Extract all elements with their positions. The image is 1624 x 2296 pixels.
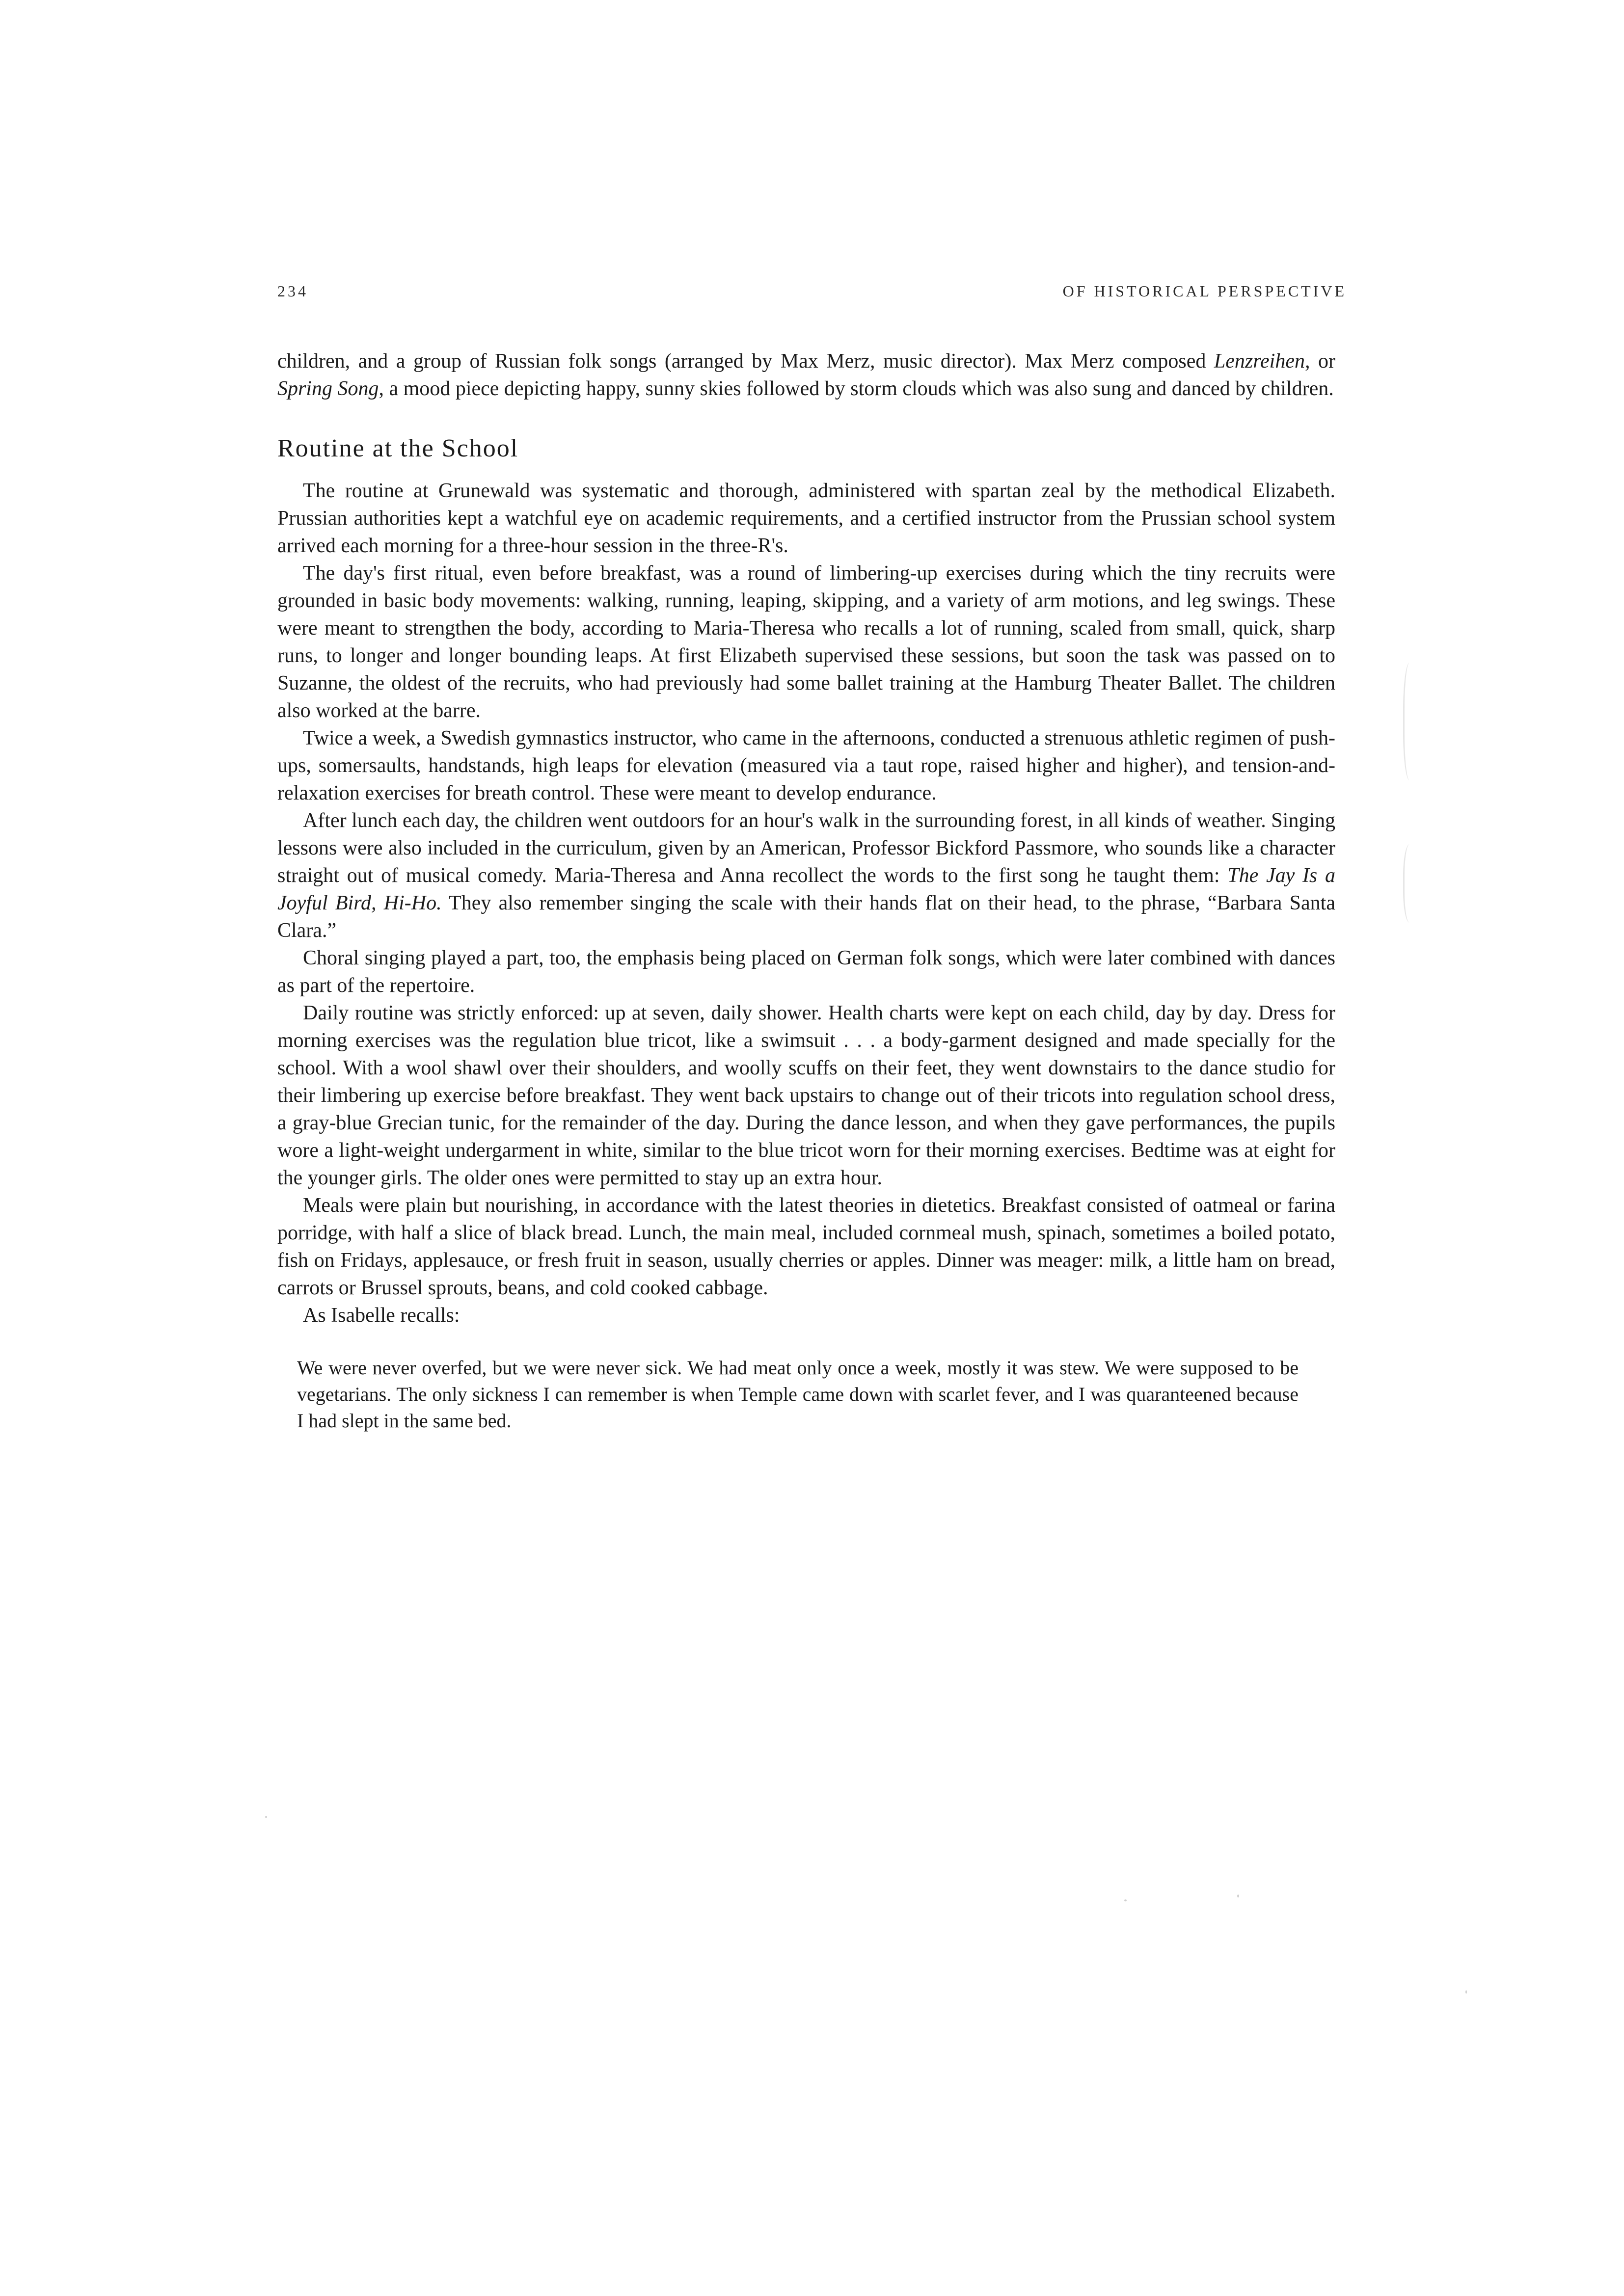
paragraph: Meals were plain but nourishing, in accordance with the latest theories in dietetics. Breakfast consisted of oatmeal or farina porridge, with half a slice of black bread. Lunch, the main meal, included cornmeal mush, spinach, sometimes a boiled potato, fish on Fridays, applesauce, or fresh fruit in season, usually cherries or apples. Dinner was meager: milk, a little ham on bread, carrots or Brussel sprouts, beans, and cold cooked cabbage. (277, 1194, 1335, 1299)
page-number: 234 (277, 282, 308, 300)
paragraph: Daily routine was strictly enforced: up at seven, daily shower. Health charts were kept on each child, day by day. Dress for morning exercises was the regulation blue tricot, like a swimsuit . . . a body-garment designed and made specially for the school. With a wool shawl over their shoulders, and woolly scuffs on their feet, they went downstairs to the dance studio for their limbering up exercise before breakfast. They went back upstairs to change out of their tricots into regulation school dress, a gray-blue Grecian tunic, for the remainder of the day. During the dance lesson, and when they gave performances, the pupils wore a light-weight undergarment in white, similar to the blue tricot worn for their morning exercises. Bedtime was at eight for the younger girls. The older ones were permitted to stay up an extra hour. (277, 1002, 1335, 1189)
paragraph-singing (277, 807, 1335, 944)
paragraph: Choral singing played a part, too, the emphasis being placed on German folk songs, which were later combined with dances as part of the repertoire. (277, 947, 1335, 997)
running-title: OF HISTORICAL PERSPECTIVE (1062, 282, 1347, 300)
paragraph: The day's first ritual, even before breakfast, was a round of limbering-up exercises during which the tiny recruits were grounded in basic body movements: walking, running, leaping, skipping, and a variety of arm motions, and leg swings. These were meant to strengthen the body, according to Maria-Theresa who recalls a lot of running, scaled from small, quick, sharp runs, to longer and longer bounding leaps. At first Elizabeth supervised these sessions, but soon the task was passed on to Suzanne, the oldest of the recruits, who had previously had some ballet training at the Hamburg Theater Ballet. The children also worked at the barre. (277, 562, 1335, 722)
intro-text-1: children, and a group of Russian folk songs (arranged by Max Merz, music director). Max Merz composed (277, 350, 1214, 373)
running-header (277, 282, 1347, 307)
page-body (277, 347, 1335, 1434)
scan-speck (1124, 1899, 1127, 1901)
song-title-jay: The Jay Is a Joyful Bird, Hi-Ho. (277, 864, 1335, 914)
intro-text-2: , or (1304, 350, 1335, 373)
intro-paragraph (277, 347, 1335, 402)
paragraph: As Isabelle recalls: (303, 1304, 460, 1327)
section-heading: Routine at the School (277, 434, 519, 462)
singing-text-2: They also remember singing the scale with their hands flat on their head, to the phrase, “Barbara Santa Clara.” (277, 892, 1335, 942)
scan-artifact (1403, 663, 1419, 780)
scan-speck (1237, 1895, 1239, 1897)
song-title-spring-song: Spring Song (277, 377, 379, 400)
block-quote: We were never overfed, but we were never sick. We had meat only once a week, mostly it was stew. We were supposed to be vegetarians. The only sickness I can remember is when Temple came down with scarlet fever, and I was quaranteened because I had slept in the same bed. (297, 1357, 1299, 1432)
scan-speck (265, 1816, 267, 1818)
song-title-lenzreihen: Lenzreihen (1214, 350, 1305, 373)
singing-text-1: After lunch each day, the children went outdoors for an hour's walk in the surrounding forest, in all kinds of weather. Singing lessons were also included in the curriculum, given by an American, Professor Bickford Passmore, who sounds like a character straight out of musical comedy. Maria-Theresa and Anna recollect the words to the first song he taught them: (277, 809, 1335, 887)
scan-speck (1465, 1990, 1467, 1994)
scan-artifact (1403, 844, 1419, 923)
paragraph: The routine at Grunewald was systematic and thorough, administered with spartan zeal by the methodical Elizabeth. Prussian authorities kept a watchful eye on academic requirements, and a certified instructor from the Prussian school system arrived each morning for a three-hour session in the three-R's. (277, 480, 1335, 557)
intro-text-3: , a mood piece depicting happy, sunny skies followed by storm clouds which was also sung and danced by children. (379, 377, 1334, 400)
paragraph: Twice a week, a Swedish gymnastics instructor, who came in the afternoons, conducted a strenuous athletic regimen of push-ups, somersaults, handstands, high leaps for elevation (measured via a taut rope, raised higher and higher), and tension-and-relaxation exercises for breath control. These were meant to develop endurance. (277, 727, 1335, 804)
